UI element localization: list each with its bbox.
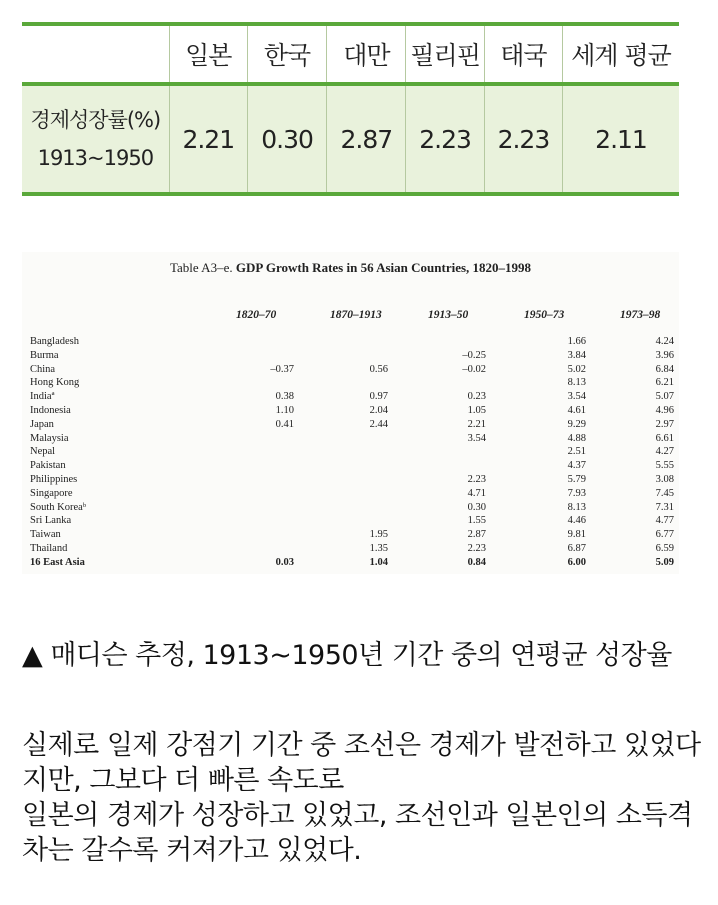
table-row xyxy=(30,446,676,460)
growth-value: 2.51 xyxy=(567,446,586,458)
growth-value: 7.93 xyxy=(567,487,586,499)
growth-value: –0.02 xyxy=(462,363,486,375)
header-japan: 일본 xyxy=(169,26,247,82)
table-row xyxy=(30,350,676,364)
country-name: Burma xyxy=(30,349,59,361)
header-blank xyxy=(22,26,169,82)
value-taiwan: 2.87 xyxy=(326,86,405,192)
growth-value: 6.59 xyxy=(655,542,674,554)
growth-value: 8.13 xyxy=(567,377,586,389)
growth-value: –0.25 xyxy=(462,349,486,361)
table-row xyxy=(30,405,676,419)
country-name: Japan xyxy=(30,418,54,430)
growth-value: 0.23 xyxy=(467,391,486,403)
growth-value: 6.87 xyxy=(567,542,586,554)
country-name: Bangladesh xyxy=(30,336,79,347)
growth-value: 0.56 xyxy=(369,363,388,375)
body-text xyxy=(22,728,712,868)
value-korea: 0.30 xyxy=(247,86,326,192)
body-paragraph-1: 실제로 일제 강점기 기간 중 조선은 경제가 발전하고 있었다지만, 그보다 더 빠른 속도로 xyxy=(22,730,701,796)
period-header-1: 1820–70 xyxy=(236,309,277,321)
growth-value: 6.84 xyxy=(655,363,674,375)
table-row xyxy=(30,419,676,433)
growth-value: 4.77 xyxy=(655,515,674,527)
country-name: Philippines xyxy=(30,473,78,485)
row-label-period: 1913~1950 xyxy=(37,146,154,170)
period-header-3: 1913–50 xyxy=(428,309,469,321)
growth-value: 4.61 xyxy=(567,404,586,416)
country-name: Sri Lanka xyxy=(30,515,72,527)
growth-value: 2.21 xyxy=(467,418,486,430)
growth-value: 4.96 xyxy=(655,404,674,416)
growth-value: 5.55 xyxy=(655,460,674,472)
maddison-table-image xyxy=(22,252,679,574)
growth-value: 6.21 xyxy=(655,377,674,389)
growth-value: 6.77 xyxy=(655,529,674,541)
table-row xyxy=(30,488,676,502)
value-philippines: 2.23 xyxy=(405,86,483,192)
value-japan: 2.21 xyxy=(169,86,247,192)
header-thailand: 태국 xyxy=(484,26,562,82)
growth-value: 9.81 xyxy=(567,529,586,541)
table-row xyxy=(30,502,676,516)
growth-value: 3.84 xyxy=(567,349,586,361)
maddison-table-heading: GDP Growth Rates in 56 Asian Countries, 1820–1998 xyxy=(235,260,532,275)
growth-value: 4.24 xyxy=(655,336,674,347)
country-name: Indonesia xyxy=(30,404,71,416)
country-name: Taiwan xyxy=(30,529,61,541)
table-row xyxy=(30,529,676,543)
growth-value: 1.66 xyxy=(567,336,586,347)
table-row xyxy=(30,557,676,571)
table-row xyxy=(30,543,676,557)
table-row xyxy=(30,336,676,350)
summary-table-row xyxy=(22,86,679,192)
growth-value: –0.37 xyxy=(270,363,294,375)
growth-value: 0.30 xyxy=(467,501,486,513)
growth-value: 2.04 xyxy=(369,404,388,416)
growth-value: 7.31 xyxy=(655,501,674,513)
body-paragraph-2: 일본의 경제가 성장하고 있었고, 조선인과 일본인의 소득격차는 갈수록 커져가고 있었다. xyxy=(22,800,693,866)
growth-value: 4.46 xyxy=(567,515,586,527)
growth-value: 1.95 xyxy=(369,529,388,541)
table-row xyxy=(30,515,676,529)
growth-value: 1.35 xyxy=(369,542,388,554)
header-world-average: 세계 평균 xyxy=(562,26,679,82)
header-philippines: 필리핀 xyxy=(405,26,483,82)
period-header-4: 1950–73 xyxy=(524,309,565,321)
growth-value: 2.23 xyxy=(467,473,486,485)
growth-value: 7.45 xyxy=(655,487,674,499)
growth-value: 2.23 xyxy=(467,542,486,554)
growth-value: 5.07 xyxy=(655,391,674,403)
country-name: Thailand xyxy=(30,542,68,554)
row-label-title: 경제성장률(%) xyxy=(30,108,161,132)
growth-value: 5.09 xyxy=(655,556,674,568)
country-name: Indiaª xyxy=(30,391,55,403)
period-header-2: 1870–1913 xyxy=(330,309,382,321)
growth-value: 3.54 xyxy=(567,391,586,403)
growth-summary-table xyxy=(22,22,679,196)
growth-value: 0.38 xyxy=(275,391,294,403)
country-name: South Koreaᵇ xyxy=(30,501,87,513)
growth-value: 3.08 xyxy=(655,473,674,485)
table-row xyxy=(30,364,676,378)
row-label xyxy=(22,86,169,192)
summary-table-header xyxy=(22,26,679,86)
country-name: Pakistan xyxy=(30,460,66,472)
table-row xyxy=(30,391,676,405)
growth-value: 0.97 xyxy=(369,391,388,403)
country-name: 16 East Asia xyxy=(30,556,85,568)
growth-value: 9.29 xyxy=(567,418,586,430)
growth-value: 2.44 xyxy=(369,418,388,430)
growth-value: 4.88 xyxy=(567,432,586,444)
maddison-table-body xyxy=(30,336,676,571)
growth-value: 6.61 xyxy=(655,432,674,444)
growth-value: 0.84 xyxy=(467,556,486,568)
growth-value: 4.27 xyxy=(655,446,674,458)
growth-value: 1.55 xyxy=(467,515,486,527)
country-name: Nepal xyxy=(30,446,56,458)
growth-value: 1.04 xyxy=(369,556,388,568)
country-name: China xyxy=(30,363,56,375)
growth-value: 5.02 xyxy=(567,363,586,375)
table-row xyxy=(30,460,676,474)
growth-value: 8.13 xyxy=(567,501,586,513)
table-row xyxy=(30,433,676,447)
value-thailand: 2.23 xyxy=(484,86,562,192)
country-name: Malaysia xyxy=(30,432,69,444)
growth-value: 0.41 xyxy=(275,418,294,430)
growth-value: 5.79 xyxy=(567,473,586,485)
growth-value: 3.54 xyxy=(467,432,486,444)
growth-value: 3.96 xyxy=(655,349,674,361)
figure-caption: ▲ 매디슨 추정, 1913~1950년 기간 중의 연평균 성장율 xyxy=(22,640,672,671)
growth-value: 6.00 xyxy=(567,556,586,568)
maddison-table-number: Table A3–e. xyxy=(169,260,233,275)
growth-value: 1.05 xyxy=(467,404,486,416)
country-name: Singapore xyxy=(30,487,73,499)
table-row xyxy=(30,377,676,391)
header-korea: 한국 xyxy=(247,26,326,82)
growth-value: 4.71 xyxy=(467,487,486,499)
maddison-table-title xyxy=(22,260,679,276)
growth-value: 2.87 xyxy=(467,529,486,541)
growth-value: 1.10 xyxy=(275,404,294,416)
country-name: Hong Kong xyxy=(30,377,80,389)
growth-value: 2.97 xyxy=(655,418,674,430)
growth-value: 4.37 xyxy=(567,460,586,472)
table-row xyxy=(30,474,676,488)
value-world-average: 2.11 xyxy=(562,86,679,192)
period-header-5: 1973–98 xyxy=(620,309,661,321)
header-taiwan: 대만 xyxy=(326,26,405,82)
growth-value: 0.03 xyxy=(275,556,294,568)
